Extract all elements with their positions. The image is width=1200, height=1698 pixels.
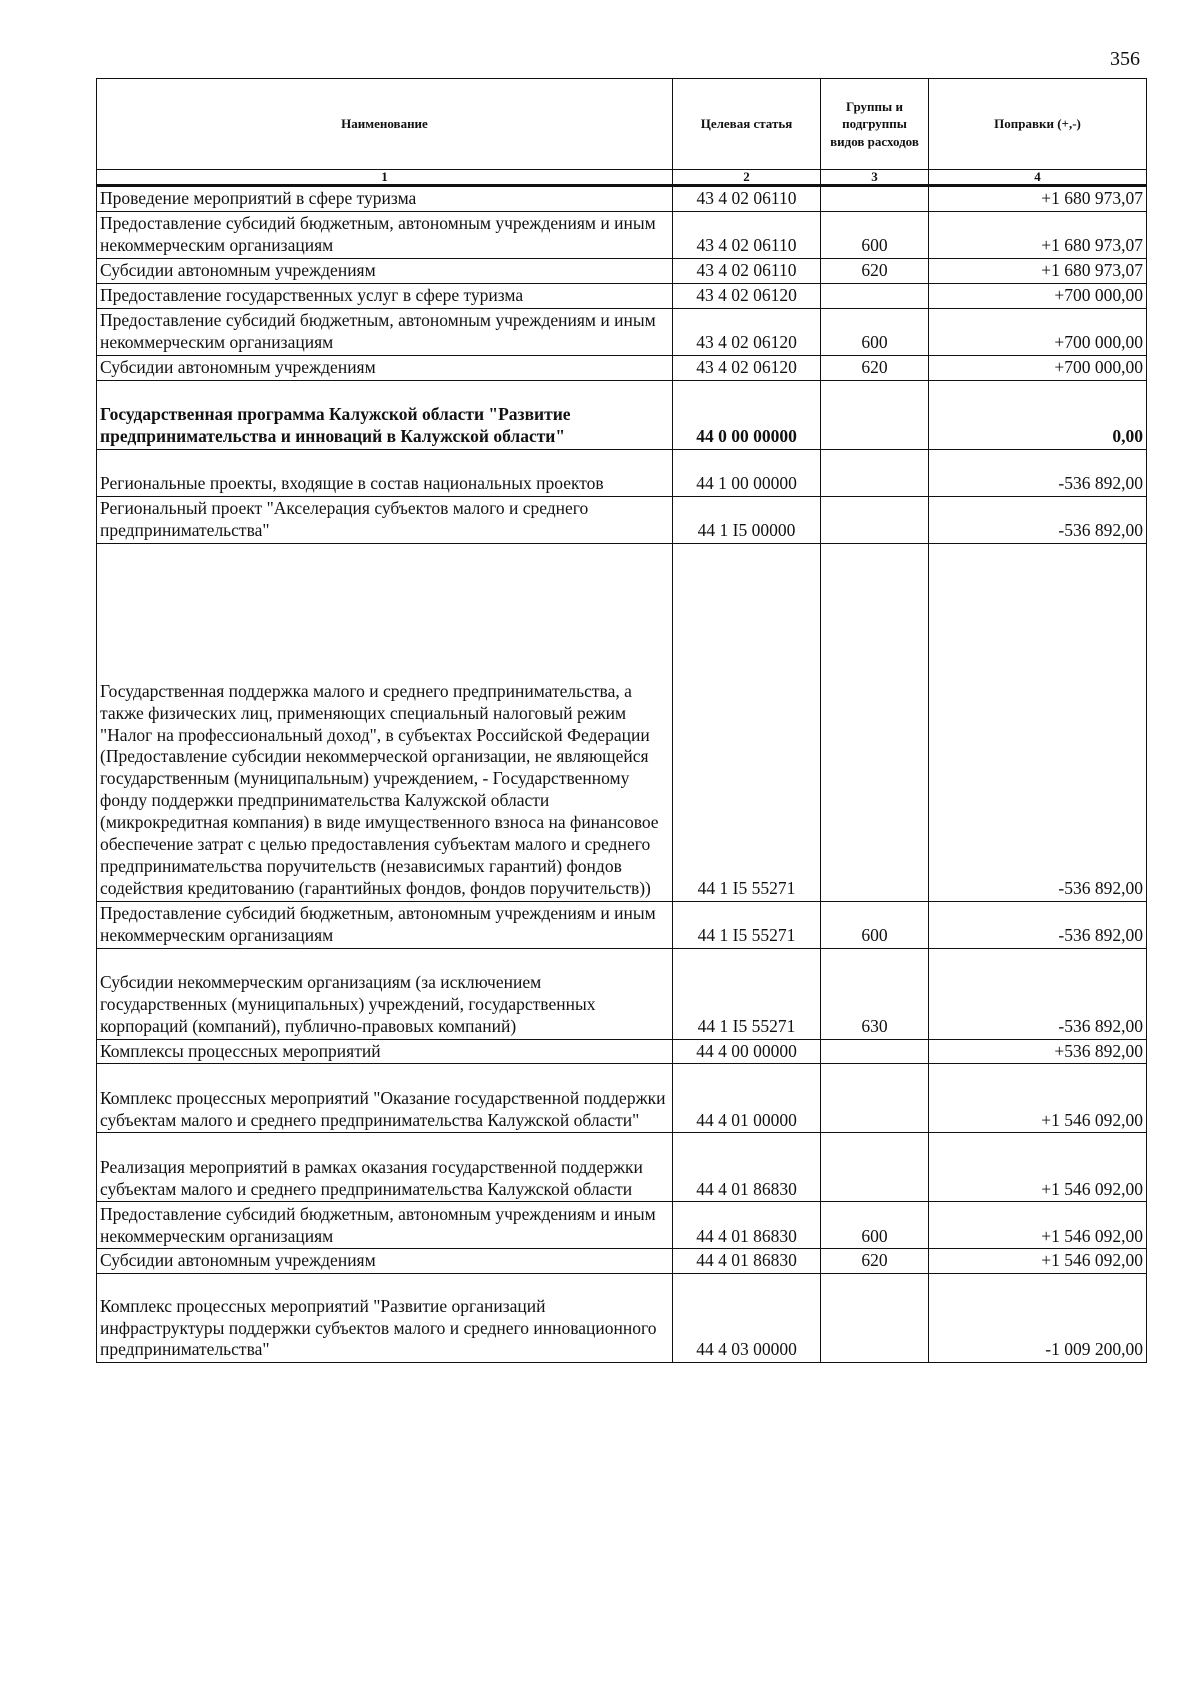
row-amount: -536 892,00 xyxy=(929,496,1147,543)
row-expense-group xyxy=(821,1274,929,1363)
row-amount: -536 892,00 xyxy=(929,543,1147,901)
row-expense-group xyxy=(821,496,929,543)
table-row xyxy=(97,1274,1147,1363)
row-name: Государственная поддержка малого и среднего предпринимательства, а также физических лиц, применяющих специальный налоговый режим "Налог на профессиональный доход", в субъектах Российской Федерации (Предоставление субсидии некоммерческой организации, не являющейся государственным (муниципальным) учреждением, - Государственному фонду поддержки предпринимательства Калужской области (микрокредитная компания) в виде имущественного взноса на финансовое обеспечение затрат с целью предоставления субъектам малого и среднего предпринимательства поручительств (независимых гарантий) фондов содействия кредитованию (гарантийных фондов, фондов поручительств)) xyxy=(97,543,673,901)
row-amount: +1 680 973,07 xyxy=(929,211,1147,258)
row-expense-group xyxy=(821,1039,929,1064)
row-name: Предоставление субсидий бюджетным, автономным учреждениям и иным некоммерческим организациям xyxy=(97,211,673,258)
table-row xyxy=(97,283,1147,308)
row-target-code: 43 4 02 06110 xyxy=(673,186,821,212)
table-row xyxy=(97,1202,1147,1249)
row-amount: -536 892,00 xyxy=(929,948,1147,1039)
row-expense-group xyxy=(821,186,929,212)
row-amount: +1 680 973,07 xyxy=(929,258,1147,283)
row-name: Проведение мероприятий в сфере туризма xyxy=(97,186,673,212)
row-amount: +700 000,00 xyxy=(929,355,1147,380)
row-expense-group: 620 xyxy=(821,258,929,283)
row-amount: +1 546 092,00 xyxy=(929,1202,1147,1249)
row-target-code: 43 4 02 06120 xyxy=(673,355,821,380)
table-row xyxy=(97,496,1147,543)
row-expense-group: 600 xyxy=(821,211,929,258)
row-amount: +1 546 092,00 xyxy=(929,1249,1147,1274)
table-row-program xyxy=(97,380,1147,449)
table-row xyxy=(97,1064,1147,1133)
table-row xyxy=(97,355,1147,380)
row-name: Комплексы процессных мероприятий xyxy=(97,1039,673,1064)
table-header-row xyxy=(97,79,1147,170)
column-number: 1 xyxy=(97,170,673,186)
column-number: 2 xyxy=(673,170,821,186)
table-row xyxy=(97,543,1147,901)
table-row xyxy=(97,1133,1147,1202)
row-amount: -536 892,00 xyxy=(929,901,1147,948)
row-target-code: 44 1 I5 00000 xyxy=(673,496,821,543)
row-target-code: 43 4 02 06110 xyxy=(673,258,821,283)
row-target-code: 43 4 02 06110 xyxy=(673,211,821,258)
row-target-code: 44 0 00 00000 xyxy=(673,380,821,449)
row-name: Предоставление субсидий бюджетным, автономным учреждениям и иным некоммерческим организациям xyxy=(97,308,673,355)
row-name: Субсидии автономным учреждениям xyxy=(97,258,673,283)
row-target-code: 44 4 01 00000 xyxy=(673,1064,821,1133)
table-row xyxy=(97,186,1147,212)
row-name: Предоставление государственных услуг в сфере туризма xyxy=(97,283,673,308)
row-expense-group xyxy=(821,1133,929,1202)
header-name: Наименование xyxy=(97,79,673,170)
column-number-row xyxy=(97,170,1147,186)
header-target-article: Целевая статья xyxy=(673,79,821,170)
row-expense-group xyxy=(821,380,929,449)
row-expense-group xyxy=(821,543,929,901)
row-amount: +700 000,00 xyxy=(929,308,1147,355)
row-name: Реализация мероприятий в рамках оказания государственной поддержки субъектам малого и среднего предпринимательства Калужской области xyxy=(97,1133,673,1202)
table-row xyxy=(97,1249,1147,1274)
row-expense-group xyxy=(821,449,929,496)
row-target-code: 44 4 01 86830 xyxy=(673,1133,821,1202)
row-expense-group xyxy=(821,283,929,308)
row-name: Государственная программа Калужской области "Развитие предпринимательства и инноваций в Калужской области" xyxy=(97,380,673,449)
row-amount: -536 892,00 xyxy=(929,449,1147,496)
row-target-code: 44 4 01 86830 xyxy=(673,1249,821,1274)
row-target-code: 44 4 01 86830 xyxy=(673,1202,821,1249)
row-target-code: 44 4 03 00000 xyxy=(673,1274,821,1363)
page-number: 356 xyxy=(1110,48,1140,70)
row-name: Субсидии некоммерческим организациям (за исключением государственных (муниципальных) учреждений, государственных корпораций (компаний), публично-правовых компаний) xyxy=(97,948,673,1039)
row-name: Региональный проект "Акселерация субъектов малого и среднего предпринимательства" xyxy=(97,496,673,543)
row-name: Предоставление субсидий бюджетным, автономным учреждениям и иным некоммерческим организациям xyxy=(97,1202,673,1249)
row-amount: +1 546 092,00 xyxy=(929,1133,1147,1202)
table-row xyxy=(97,308,1147,355)
row-amount: +1 546 092,00 xyxy=(929,1064,1147,1133)
budget-amendments-table xyxy=(96,78,1147,1363)
table-row xyxy=(97,901,1147,948)
table-row xyxy=(97,211,1147,258)
column-number: 3 xyxy=(821,170,929,186)
row-expense-group xyxy=(821,1064,929,1133)
row-amount: +536 892,00 xyxy=(929,1039,1147,1064)
row-amount: 0,00 xyxy=(929,380,1147,449)
row-target-code: 44 1 I5 55271 xyxy=(673,948,821,1039)
row-name: Субсидии автономным учреждениям xyxy=(97,355,673,380)
row-amount: +1 680 973,07 xyxy=(929,186,1147,212)
row-name: Региональные проекты, входящие в состав национальных проектов xyxy=(97,449,673,496)
row-expense-group: 630 xyxy=(821,948,929,1039)
row-amount: +700 000,00 xyxy=(929,283,1147,308)
row-target-code: 44 1 I5 55271 xyxy=(673,543,821,901)
row-name: Комплекс процессных мероприятий "Развитие организаций инфраструктуры поддержки субъектов малого и среднего инновационного предпринимательства" xyxy=(97,1274,673,1363)
row-expense-group: 600 xyxy=(821,1202,929,1249)
row-target-code: 44 1 I5 55271 xyxy=(673,901,821,948)
column-number: 4 xyxy=(929,170,1147,186)
header-expense-groups: Группы и подгруппы видов расходов xyxy=(821,79,929,170)
row-expense-group: 620 xyxy=(821,1249,929,1274)
row-target-code: 44 1 00 00000 xyxy=(673,449,821,496)
row-target-code: 43 4 02 06120 xyxy=(673,308,821,355)
row-expense-group: 620 xyxy=(821,355,929,380)
row-target-code: 44 4 00 00000 xyxy=(673,1039,821,1064)
row-name: Субсидии автономным учреждениям xyxy=(97,1249,673,1274)
table-row xyxy=(97,948,1147,1039)
table-row xyxy=(97,1039,1147,1064)
header-amendments: Поправки (+,-) xyxy=(929,79,1147,170)
row-name: Комплекс процессных мероприятий "Оказание государственной поддержки субъектам малого и среднего предпринимательства Калужской области" xyxy=(97,1064,673,1133)
table-row xyxy=(97,449,1147,496)
row-expense-group: 600 xyxy=(821,901,929,948)
table-row xyxy=(97,258,1147,283)
row-name: Предоставление субсидий бюджетным, автономным учреждениям и иным некоммерческим организациям xyxy=(97,901,673,948)
row-expense-group: 600 xyxy=(821,308,929,355)
row-amount: -1 009 200,00 xyxy=(929,1274,1147,1363)
row-target-code: 43 4 02 06120 xyxy=(673,283,821,308)
